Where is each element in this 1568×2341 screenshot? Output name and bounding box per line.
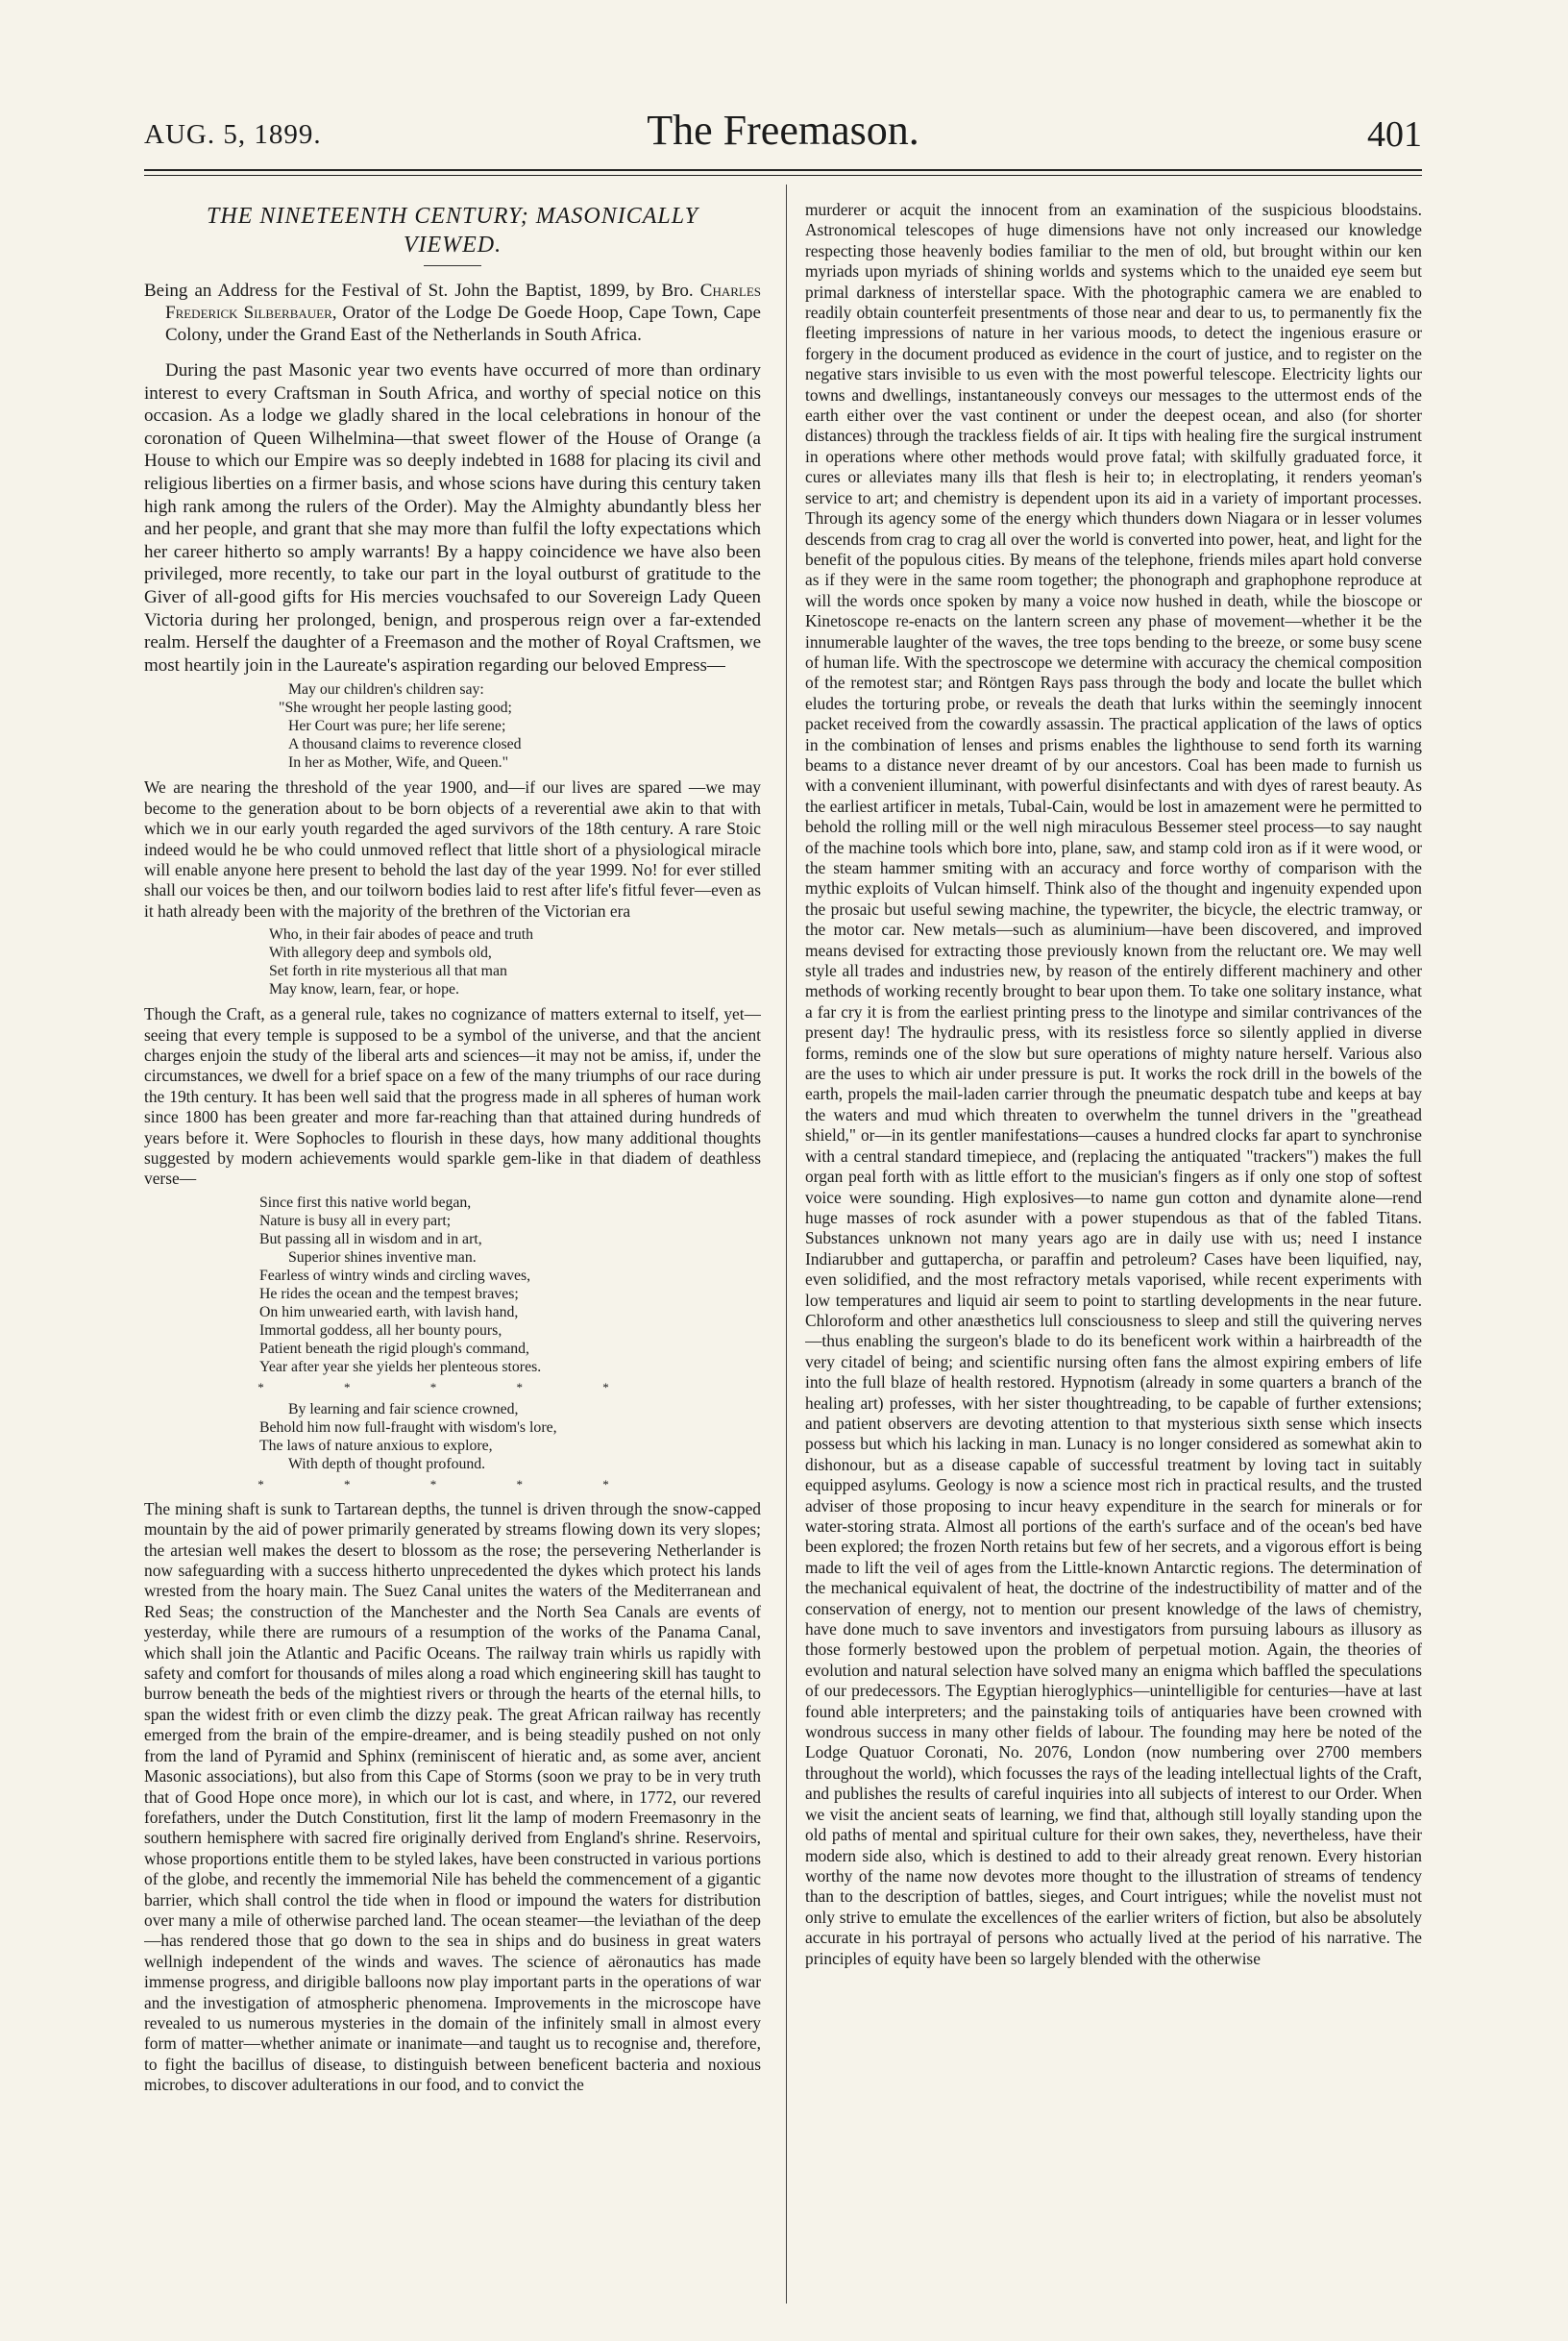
paragraph-5: murderer or acquit the innocent from an examination of the suspicious bloodstains. Astronomical telescopes of huge dimensions have not only increased our knowledge respecting those heavenly bodies familiar to the men of old, but brought within our ken myriads upon myriads of shining worlds and systems which to the unaided eye seem but primal darkness of interstellar space. With the photographic camera we are enabled to readily obtain counterfeit presentments of those near and dear to us, to permanently fix the fleeting impressions of nature in her various moods, to detect the ingenious erasure or forgery in the document produced as evidence in the court of justice, and to register on the negative stars invisible to us even with the most powerful telescope. Electricity lights our towns and dwellings, instantaneously conveys our messages to the uttermost ends of the earth either over the vast continent or under the deepest ocean, and also (for shorter distances) through the trackless fields of air. It tips with healing fire the surgical instrument in operations where other methods would prove fatal; with skilfully graduated force, it cures or alleviates many ills that flesh is heir to; in electroplating, it renders yeoman's service to art; and chemistry is dependent upon its aid in a variety of important processes. Through its agency some of the energy which thunders down Niagara or in lesser volumes descends from crag to crag all over the world is converted into power, heat, and light for the benefit of the populous cities. By means of the telephone, friends miles apart hold converse as if they were in the same room together; the phonograph and graphophone reproduce at will the words once spoken by many a voice now hushed in death, while the bioscope or Kinetoscope re-enacts on the lantern screen any phase of movement—whether it be the innumerable laughter of the waves, the tree tops bending to the breeze, or some busy scene of human life. With the spectroscope we determine with accuracy the chemical composition of the remotest star; and Röntgen Rays pass through the body and locate the bullet which eludes the torturing probe, or reveals the death that lurks within the seemingly innocent packet received from the cowardly assassin. The practical application of the laws of optics in the combination of lenses and prisms enables the lighthouse to send forth its warning beams to a distance never dreamt of by our ancestors. Coal has been made to furnish us with a convenient illuminant, with powerful disinfectants and with dyes of rarest beauty. As the earliest artificer in metals, Tubal-Cain, would be lost in amazement were he permitted to behold the rolling mill or the well nigh miraculous Bessemer steel process—to say naught of the machine tools which bore into, plane, saw, and stamp cold iron as if it were wood, or the steam hammer smiting with an accuracy and force worthy of comparison with the mythic exploits of Vulcan himself. Think also of the thought and ingenuity expended upon the prosaic but useful sewing machine, the typewriter, the bicycle, the electric tramway, or the motor car. New metals—such as aluminium—have been discovered, and improved means devised for extracting those previously known from the reluctant ore. We may well style all trades and industries new, by reason of the entirely different machinery and other methods of working recently brought to bear upon them. To take one solitary instance, what a far cry it is from the earliest printing press to the linotype and similar contrivances of the present day! The hydraulic press, with its resistless force so silently applied in diverse forms, reminds one of the slow but sure operations of mighty nature herself. Various also are the uses to which air under pressure is put. It works the rock drill in the bowels of the earth, propels the mail-laden carrier through the pneumatic despatch tube and keeps at bay the waters and mud which threaten to overwhelm the tunnel drivers in the "greathead shield," or—in its gentler manifestations—causes a hundred clocks far apart to synchronise with a central standard timepiece, and (replacing the antiquated "trackers") makes the full organ peal forth with as little effort to the musician's fingers as if only one stop of softest voice were sounding. High explosives—to name gun cotton and dynamite alone—rend huge masses of rock asunder with a power stupendous as that of the fabled Titans. Substances unknown not many years ago are in daily use with us; need I instance Indiarubber and guttapercha, or paraffin and petroleum? Cases have been liquified, nay, even solidified, and the most refractory metals vaporised, while recent experiments with low temperatures and liquid air seem to point to startling developments in the near future. Chloroform and other anæsthetics lull consciousness to sleep and still the quivering nerves—thus enabling the surgeon's blade to do its beneficent work within a hairbreadth of the very citadel of being; and scientific nursing often fans the almost expiring embers of life into the full blaze of health restored. Hypnotism (already in some quarters a branch of the healing art) professes, with her sister thoughtreading, to be capable of further extensions; and patient observers are devoting attention to that mysterious sixth sense which insects possess but which his lacking in man. Lunacy is no longer considered as somewhat akin to dishonour, but as a disease capable of successful treatment by loving tact in suitably equipped asylums. Geology is now a science most rich in practical results, and the trusted adviser of those proposing to incur heavy expenditure in the search for minerals or for water-storing strata. Almost all portions of the earth's surface and of the ocean's bed have been explored; the frozen North retains but few of her secrets, and a vigorous effort is being made to lift the veil of ages from the Little-known Antarctic regions. The determination of the mechanical equivalent of heat, the doctrine of the indestructibility of matter and of the conservation of energy, not to mention our present knowledge of the laws of chemistry, have done much to save inventors and investigators from pursuing labours as illusory as those formerly bestowed upon the problem of perpetual motion. Again, the theories of evolution and natural selection have solved many an enigma which baffled the speculations of our predecessors. The Egyptian hieroglyphics—unintelligible for centuries—have at last found able interpreters; and the painstaking toils of antiquaries have been crowned with wondrous success in many other fields of labour. The founding may here be noted of the Lodge Quatuor Coronati, No. 2076, London (now numbering over 2700 members throughout the world), which focusses the rays of the leading intellectual lights of the Craft, and publishes the results of careful inquiries into all subjects of interest to our Order. When we visit the ancient seats of learning, we find that, although still loyally standing upon the old paths of mental and spiritual culture for their own sakes, they, nevertheless, have their modern side also, which is destined to add to their already great renown. Every historian worthy of the name now devotes more thought to the illustration of streams of tendency than to the description of battles, sieges, and Court intrigues; while the novelist must not only strive to emulate the excellences of the earlier writers of fiction, but also be absolutely accurate in his portrayal of persons who actually lived at the period of his narrative. The principles of equity have been so largely blended with the otherwise xyxy=(805,200,1422,1968)
paragraph-4: The mining shaft is sunk to Tartarean depths, the tunnel is driven through the snow-capped mountain by the aid of power primarily generated by streams flowing down its very slopes; the artesian well makes the desert to blossom as the rose; the persevering Netherlander is now safeguarding with a success hitherto unprecedented the dykes which protect his lands wrested from the hoary main. The Suez Canal unites the waters of the Mediterranean and Red Seas; the construction of the Manchester and the North Sea Canals are events of yesterday, while there are rumours of a resumption of the works of the Panama Canal, which shall join the Atlantic and Pacific Oceans. The railway train whirls us rapidly with safety and comfort for thousands of miles along a road which engineering skill has taught to burrow beneath the beds of the mightiest rivers or through the hearts of the eternal hills, to span the widest frith or even climb the dizzy peak. The great African railway has recently emerged from the brain of the empire-dreamer, and is being steadily pushed on not only from the land of Pyramid and Sphinx (reminiscent of hieratic and, as some aver, ancient Masonic associations), but also from this Cape of Storms (soon we pray to be in very truth that of Good Hope once more), in which our lot is cast, and where, in 1772, our revered forefathers, under the Dutch Constitution, first lit the lamp of modern Freemasonry in the southern hemisphere with sacred fire originally derived from England's shrine. Reservoirs, whose proportions entitle them to be styled lakes, have been constructed in various portions of the globe, and recently the immemorial Nile has beheld the commencement of a gigantic barrier, which shall control the tide when in flood or impound the waters for distribution over many a mile of otherwise parched land. The ocean steamer—the leviathan of the deep—has rendered those that go down to the sea in ships and do business in great waters wellnigh independent of the winds and waves. The science of aëronautics has made immense progress, and dirigible balloons now play important parts in the operations of war and the investigation of atmospheric phenomena. Improvements in the microscope have revealed to us numerous mysteries in the domain of the infinitely small in almost every form of matter—whether animate or inanimate—and taught us to recognise and, therefore, to fight the bacillus of disease, to distinguish between beneficent bacteria and noxious microbes, to discover adulterations in our food, and to convict the xyxy=(144,1498,761,2095)
verse-line: Her Court was pure; her life serene; xyxy=(288,718,506,735)
column-divider xyxy=(786,185,787,2304)
article-intro xyxy=(144,280,761,346)
article-title-line-1: THE NINETEENTH CENTURY; MASONICALLY xyxy=(207,204,698,229)
paragraph-1: During the past Masonic year two events have occurred of more than ordinary interest to every Craftsman in South Africa, and worthy of special notice on this occasion. As a lodge we gladly shared in the local celebrations in honour of the coronation of Queen Wilhelmina—that sweet flower of the House of Orange (a House to which our Empire was so deeply indebted in 1688 for placing its civil and religious liberties on a firmer basis, and whose scions have during this century taken high rank among the rulers of the Order). May the Almighty abundantly bless her and her people, and grant that she may more than fulfil the lofty expectations which her career hitherto so amply warrants! By a happy coincidence we have also been privileged, more recently, to take our part in the loyal outburst of gratitude to the Giver of all-good gifts for His mercies vouchsafed to our Sovereign Lady Queen Victoria during her prolonged, benign, and prosperous reign over a far-extended realm. Herself the daughter of a Freemason and the mother of Royal Craftsmen, we most heartily join in the Laureate's aspiration regarding our beloved Empress— xyxy=(144,360,761,676)
verse-line: A thousand claims to reverence closed xyxy=(288,736,522,753)
paragraph-2: We are nearing the threshold of the year 1900, and—if our lives are spared —we may become to the generation about to be born objects of a reverential awe akin to that with which we in our early youth regarded the aged survivors of the 18th century. A rare Stoic indeed would he be who could unmoved reflect that little short of a physiological miracle will enable anyone here present to behold the last day of the year 1999. No! for ever stilled shall our voices be then, and our toilworn bodies laid to rest after life's fitful fever—even as it hath already been with the majority of the brethren of the Victorian era xyxy=(144,777,761,921)
issue-date: AUG. 5, 1899. xyxy=(144,119,322,150)
intro-text-a: Being an Address for the Festival of St. John the Baptist, 1899, by Bro. xyxy=(144,281,694,301)
verse-line: The laws of nature anxious to explore, xyxy=(259,1437,493,1454)
verse-line: May our children's children say: xyxy=(288,681,484,699)
header-rule-thin xyxy=(144,175,1422,176)
verse-line: Since first this native world began, xyxy=(259,1194,472,1211)
verse-line: On him unwearied earth, with lavish hand, xyxy=(259,1303,519,1320)
verse-line: With depth of thought profound. xyxy=(288,1455,486,1472)
verse-line: Immortal goddess, all her bounty pours, xyxy=(259,1321,502,1339)
verse-3 xyxy=(144,1194,761,1493)
verse-line: In her as Mother, Wife, and Queen." xyxy=(288,754,509,772)
verse-line: Nature is busy all in every part; xyxy=(259,1212,452,1229)
asterism-divider: * * * * * xyxy=(257,1476,648,1491)
author-name: Charles Frederick Silberbauer xyxy=(165,281,761,323)
verse-line: May know, learn, fear, or hope. xyxy=(269,981,459,998)
verse-line: But passing all in wisdom and in art, xyxy=(259,1230,482,1247)
verse-line: Superior shines inventive man. xyxy=(288,1248,477,1266)
right-column xyxy=(805,200,1422,2300)
paragraph-3: Though the Craft, as a general rule, takes no cognizance of matters external to itself, yet—seeing that every temple is supposed to be a symbol of the universe, and that the ancient charges enjoin the study of the liberal arts and sciences—it may not be amiss, if, under the circumstances, we dwell for a brief space on a few of the many triumphs of our race during the 19th century. It has been well said that the progress made in all spheres of human work since 1800 has been greater and more far-reaching than that attained during hundreds of years before it. Were Sophocles to flourish in these days, how many additional thoughts suggested by modern achievements would sparkle gem-like in that diadem of deathless verse— xyxy=(144,1004,761,1189)
verse-line: Set forth in rite mysterious all that man xyxy=(269,963,507,980)
page-header xyxy=(144,106,1422,163)
intro-text-b: , Orator of the Lodge De Goede Hoop, Cape Town, Cape Colony, under the Grand East of the Netherlands in South Africa. xyxy=(165,303,761,345)
verse-line: "She wrought her people lasting good; xyxy=(279,700,512,717)
header-rule xyxy=(144,169,1422,171)
verse-line: Fearless of wintry winds and circling waves, xyxy=(259,1267,531,1284)
left-column xyxy=(144,200,761,2300)
article-title xyxy=(144,202,761,259)
title-rule xyxy=(424,265,481,266)
masthead-title: The Freemason. xyxy=(647,107,919,154)
article-title-line-2: VIEWED. xyxy=(403,233,502,258)
verse-2 xyxy=(144,925,761,998)
asterism-divider: * * * * * xyxy=(257,1379,648,1394)
verse-line: He rides the ocean and the tempest braves; xyxy=(259,1285,519,1302)
verse-line: Behold him now full-fraught with wisdom's lore, xyxy=(259,1418,557,1436)
verse-line: With allegory deep and symbols old, xyxy=(269,945,492,962)
verse-1 xyxy=(144,680,761,772)
verse-line: By learning and fair science crowned, xyxy=(288,1400,519,1417)
verse-line: Patient beneath the rigid plough's command, xyxy=(259,1340,529,1357)
verse-line: Who, in their fair abodes of peace and truth xyxy=(269,926,534,944)
page-number: 401 xyxy=(1367,114,1422,155)
verse-line: Year after year she yields her plenteous stores. xyxy=(259,1358,542,1375)
